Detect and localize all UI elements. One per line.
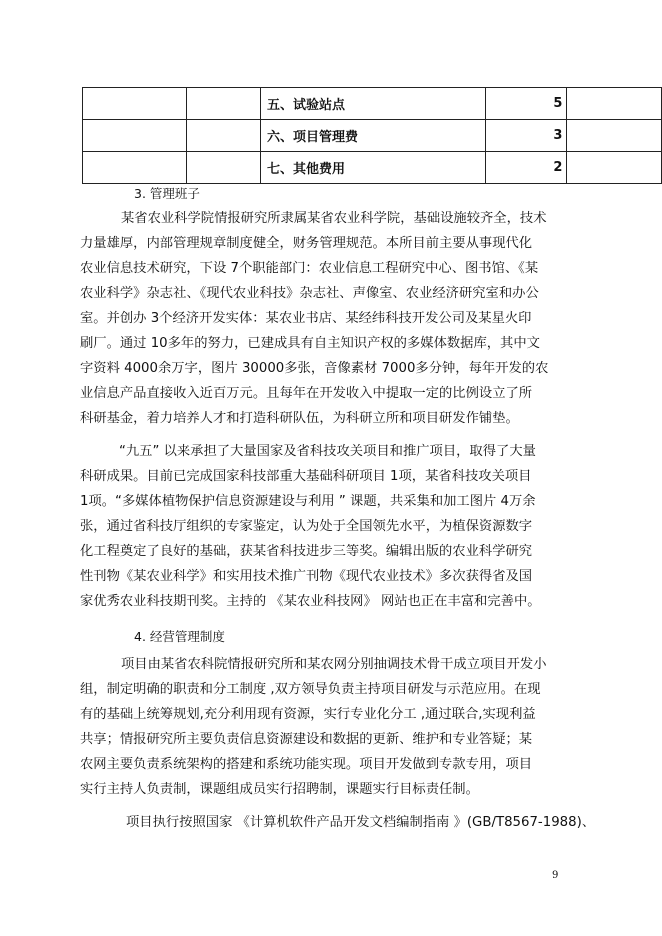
empty-cell bbox=[83, 152, 187, 184]
empty-cell bbox=[186, 120, 260, 152]
empty-cell bbox=[83, 120, 187, 152]
table-row bbox=[83, 120, 662, 152]
paragraph-line: 项目由某省农科院情报研究所和某农网分别抽调技术骨干成立项目开发小 bbox=[121, 657, 547, 672]
paragraph-line: 有的基础上统筹规划,充分利用现有资源，实行专业化分工 ,通过联合,实现利益 bbox=[80, 707, 536, 722]
paragraph-line: 农网主要负责系统架构的搭建和系统功能实现。项目开发做到专款专用，项目 bbox=[80, 757, 533, 772]
table-row bbox=[83, 152, 662, 184]
paragraph-line: 实行主持人负责制，课题组成员实行招聘制，课题实行目标责任制。 bbox=[80, 782, 479, 797]
item-cell: 七、其他费用 bbox=[261, 152, 486, 184]
paragraph-line: 科研成果。目前已完成国家科技部重大基础科研项目 1项，某省科技攻关项目 bbox=[80, 469, 532, 484]
value-cell: 3 bbox=[485, 120, 567, 152]
paragraph-line: 家优秀农业科技期刊奖。主持的 《某农业科技网》 网站也正在丰富和完善中。 bbox=[80, 594, 541, 609]
paragraph-line: 室。并创办 3个经济开发实体：某农业书店、某经纬科技开发公司及某星火印 bbox=[80, 311, 532, 326]
paragraph-line: 共享；情报研究所主要负责信息资源建设和数据的更新、维护和专业答疑；某 bbox=[80, 732, 533, 747]
paragraph-line: 农业信息技术研究，下设 7个职能部门：农业信息工程研究中心、图书馆、《某 bbox=[80, 261, 539, 276]
paragraph-line: 力量雄厚，内部管理规章制度健全，财务管理规范。本所目前主要从事现代化 bbox=[80, 236, 533, 251]
section-4-heading: 4. 经营管理制度 bbox=[134, 629, 225, 644]
paragraph-line: 科研基金，着力培养人才和打造科研队伍，为科研立所和项目研发作铺垫。 bbox=[80, 411, 519, 426]
paragraph-line: 性刊物《某农业科学》和实用技术推广刊物《现代农业技术》多次获得省及国 bbox=[80, 569, 533, 584]
value-cell: 5 bbox=[485, 88, 567, 120]
paragraph-line: 刷厂。通过 10多年的努力，已建成具有自主知识产权的多媒体数据库，其中文 bbox=[80, 336, 540, 351]
paragraph-line: 化工程奠定了良好的基础，获某省科技进步三等奖。编辑出版的农业科学研究 bbox=[80, 544, 533, 559]
empty-cell bbox=[567, 120, 662, 152]
paragraph-line: 1项。“多媒体植物保护信息资源建设与利用 ” 课题，共采集和加工图片 4万余 bbox=[80, 494, 536, 509]
empty-cell bbox=[186, 152, 260, 184]
paragraph-line: 组，制定明确的职责和分工制度 ,双方领导负责主持项目研发与示范应用。在现 bbox=[80, 682, 541, 697]
table-row bbox=[83, 88, 662, 120]
paragraph-line: 字资料 4000余万字，图片 30000多张，音像素材 7000多分钟，每年开发的农 bbox=[80, 361, 549, 376]
item-cell: 五、试验站点 bbox=[261, 88, 486, 120]
item-cell: 六、项目管理费 bbox=[261, 120, 486, 152]
paragraph-line: 某省农业科学院情报研究所隶属某省农业科学院，基础设施较齐全，技术 bbox=[121, 211, 547, 226]
value-cell: 2 bbox=[485, 152, 567, 184]
paragraph-line: 业信息产品直接收入近百万元。且每年在开发收入中提取一定的比例设立了所 bbox=[80, 386, 533, 401]
paragraph-line: “九五” 以来承担了大量国家及省科技攻关项目和推广项目，取得了大量 bbox=[119, 444, 536, 459]
empty-cell bbox=[83, 88, 187, 120]
section-3-heading: 3. 管理班子 bbox=[134, 186, 200, 201]
budget-table bbox=[82, 87, 662, 184]
empty-cell bbox=[567, 152, 662, 184]
paragraph-line: 项目执行按照国家 《计算机软件产品开发文档编制指南 》(GB/T8567-1988)、 bbox=[126, 815, 596, 830]
empty-cell bbox=[186, 88, 260, 120]
paragraph-line: 张，通过省科技厅组织的专家鉴定，认为处于全国领先水平，为植保资源数字 bbox=[80, 519, 533, 534]
page-number: 9 bbox=[552, 870, 559, 881]
empty-cell bbox=[567, 88, 662, 120]
paragraph-line: 农业科学》杂志社、《现代农业科技》杂志社、声像室、农业经济研究室和办公 bbox=[80, 286, 539, 301]
